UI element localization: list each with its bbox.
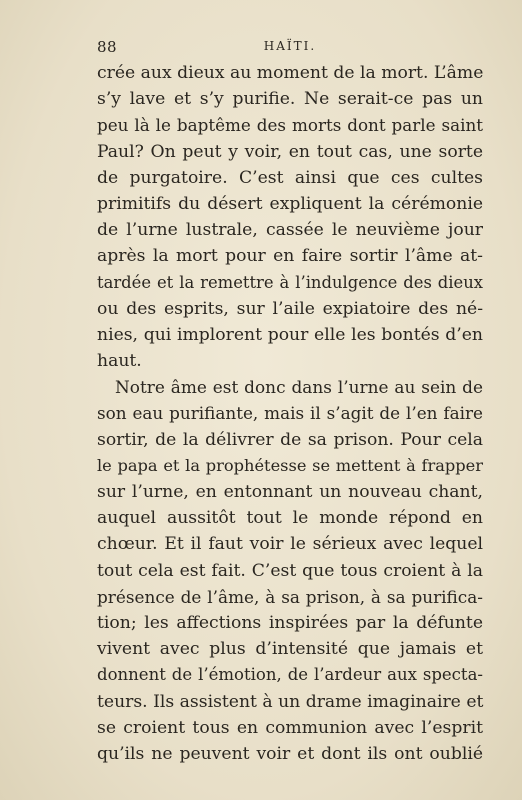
text-line: vivent avec plus d’intensité que jamais et (97, 639, 483, 660)
text-line: tardée et la remettre à l’indulgence des dieux (97, 272, 483, 292)
text-line: crée aux dieux au moment de la mort. L’âme (97, 63, 484, 83)
text-line: le papa et la prophétesse se mettent à frapper (97, 455, 483, 475)
text-line: se croient tous en communion avec l’esprit (97, 717, 483, 738)
text-line: de purgatoire. C’est ainsi que ces cultes (97, 167, 483, 188)
text-line: après la mort pour en faire sortir l’âme at- (97, 246, 483, 267)
text-line: teurs. Ils assistent à un drame imaginaire et (97, 691, 484, 712)
text-line: donnent de l’émotion, de l’ardeur aux specta- (97, 665, 483, 685)
text-line: sortir, de la délivrer de sa prison. Pour cela (97, 429, 483, 450)
page-number: 88 (97, 38, 118, 56)
body-text (97, 60, 483, 767)
text-line: Paul? On peut y voir, en tout cas, une sorte (97, 141, 483, 162)
text-line-paragraph-end: haut. (97, 351, 142, 372)
text-line: présence de l’âme, à sa prison, à sa purifica- (97, 586, 483, 607)
text-line: auquel aussitôt tout le monde répond en (97, 508, 483, 529)
text-line: sur l’urne, en entonnant un nouveau chant, (97, 482, 483, 502)
text-line: chœur. Et il faut voir le sérieux avec lequel (97, 534, 483, 555)
page-header (97, 38, 483, 56)
running-title: HAÏTI. (263, 39, 317, 53)
text-line: tion; les affections inspirées par la défunte (97, 612, 483, 633)
text-line-paragraph-start: Notre âme est donc dans l’urne au sein de (115, 377, 483, 398)
text-line: tout cela est fait. C’est que tous croient à la (97, 560, 483, 581)
text-line: de l’urne lustrale, cassée le neuvième jour (97, 220, 483, 241)
text-line: nies, qui implorent pour elle les bontés d’en (97, 324, 483, 345)
text-line: qu’ils ne peuvent voir et dont ils ont oublié (97, 743, 483, 764)
text-line: peu là le baptême des morts dont parle saint (97, 115, 483, 136)
text-line: primitifs du désert expliquent la cérémonie (97, 193, 483, 214)
text-line: son eau purifiante, mais il s’agit de l’en faire (97, 403, 483, 424)
text-line: ou des esprits, sur l’aile expiatoire des né- (97, 298, 483, 319)
text-line: s’y lave et s’y purifie. Ne serait-ce pas un (97, 89, 483, 110)
